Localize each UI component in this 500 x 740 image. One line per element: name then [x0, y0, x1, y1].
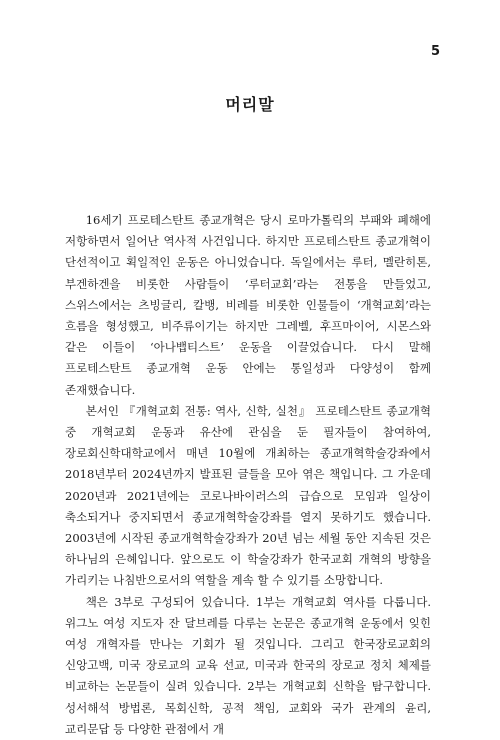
- paragraph: 책은 3부로 구성되어 있습니다. 1부는 개혁교회 역사를 다룹니다. 위그노 여성 지도자 잔 달브레를 다루는 논문은 종교개혁 운동에서 잊힌 여성 개혁자를 만나는 기회가 될 것입니다. 그리고 한국장로교회의 신앙고백, 미국 장로교의 교육 선교, 미국과 한국의 장로교 정치 체제를 비교하는 논문들이 실려 있습니다. 2부는 개혁교회 신학을 탐구합니다. 성서해석 방법론, 목회신학, 공적 책임, 교회와 국가 관계의 윤리, 교리문답 등 다양한 관점에서 개: [65, 594, 431, 736]
- body-text: [65, 210, 431, 740]
- paragraph: 16세기 프로테스탄트 종교개혁은 당시 로마가톨릭의 부패와 폐해에 저항하면서 일어난 역사적 사건입니다. 하지만 프로테스탄트 종교개혁이 단선적이고 획일적인 운동은 아니었습니다. 독일에서는 루터, 멜란히톤, 부겐하겐을 비롯한 사람들이 ‘루터교회’라는 전통을 만들었고, 스위스에서는 츠빙글리, 칼뱅, 비레를 비롯한 인물들이 ‘개혁교회’라는 흐름을 형성했고, 비주류이기는 하지만 그레벨, 후프마이어, 시몬스와 같은 이들이 ‘아나뱁티스트’ 운동을 이끌었습니다. 다시 말해 프로테스탄트 종교개혁 운동 안에는 통일성과 다양성이 함께 존재했습니다.: [65, 213, 431, 397]
- page-title: 머리말: [225, 95, 275, 114]
- paragraph: 본서인 『개혁교회 전통: 역사, 신학, 실천』 프로테스탄트 종교개혁 중 개혁교회 운동과 유산에 관심을 둔 필자들이 참여하여, 장로회신학대학교에서 매년 10월에 개최하는 종교개혁학술강좌에서 2018년부터 2024년까지 발표된 글들을 모아 엮은 책입니다. 그 가운데 2020년과 2021년에는 코로나바이러스의 급습으로 모임과 일상이 축소되거나 중지되면서 종교개혁학술강좌를 열지 못하기도 했습니다. 2003년에 시작된 종교개혁학술강좌가 20년 넘는 세월 동안 지속된 것은 하나님의 은혜입니다. 앞으로도 이 학술강좌가 한국교회 개혁의 방향을 가리키는 나침반으로서의 역할을 계속 할 수 있기를 소망합니다.: [65, 403, 431, 588]
- page-number: 5: [430, 44, 440, 59]
